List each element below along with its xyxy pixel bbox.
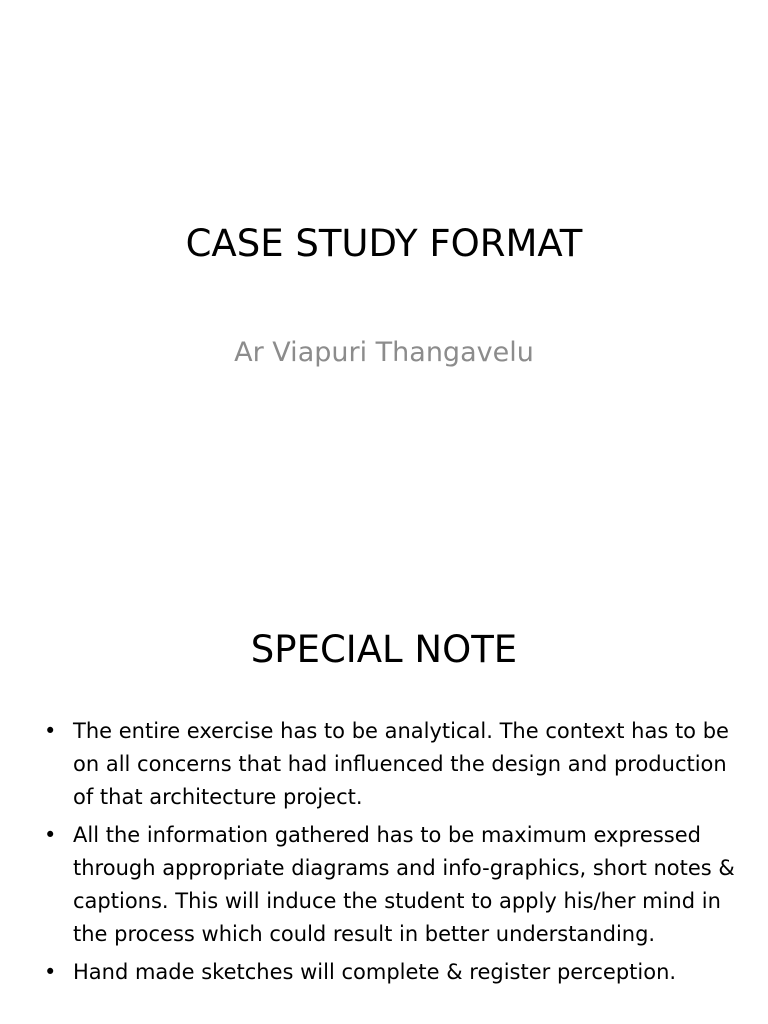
bullet-icon: • — [44, 719, 57, 743]
bullet-item — [40, 956, 740, 989]
bullet-icon: • — [44, 823, 57, 847]
bullet-text: All the information gathered has to be maximum expressed through appropriate diagrams and info-graphics, short notes & captions. This will induce the student to apply his/her mind in the process which could result in better understanding. — [73, 823, 735, 946]
bullet-text: Hand made sketches will complete & register perception. — [73, 960, 677, 984]
bullet-list — [40, 715, 740, 994]
bullet-item — [40, 819, 740, 951]
slide-title: SPECIAL NOTE — [250, 628, 518, 671]
bullet-item — [40, 715, 740, 814]
slide-title: CASE STUDY FORMAT — [185, 222, 583, 265]
bullet-text: The entire exercise has to be analytical. The context has to be on all concerns that had influenced the design and production of that architecture project. — [73, 719, 729, 809]
bullet-icon: • — [44, 960, 57, 984]
slide-subtitle-author: Ar Viapuri Thangavelu — [234, 337, 534, 368]
special-note-slide — [0, 576, 768, 1024]
